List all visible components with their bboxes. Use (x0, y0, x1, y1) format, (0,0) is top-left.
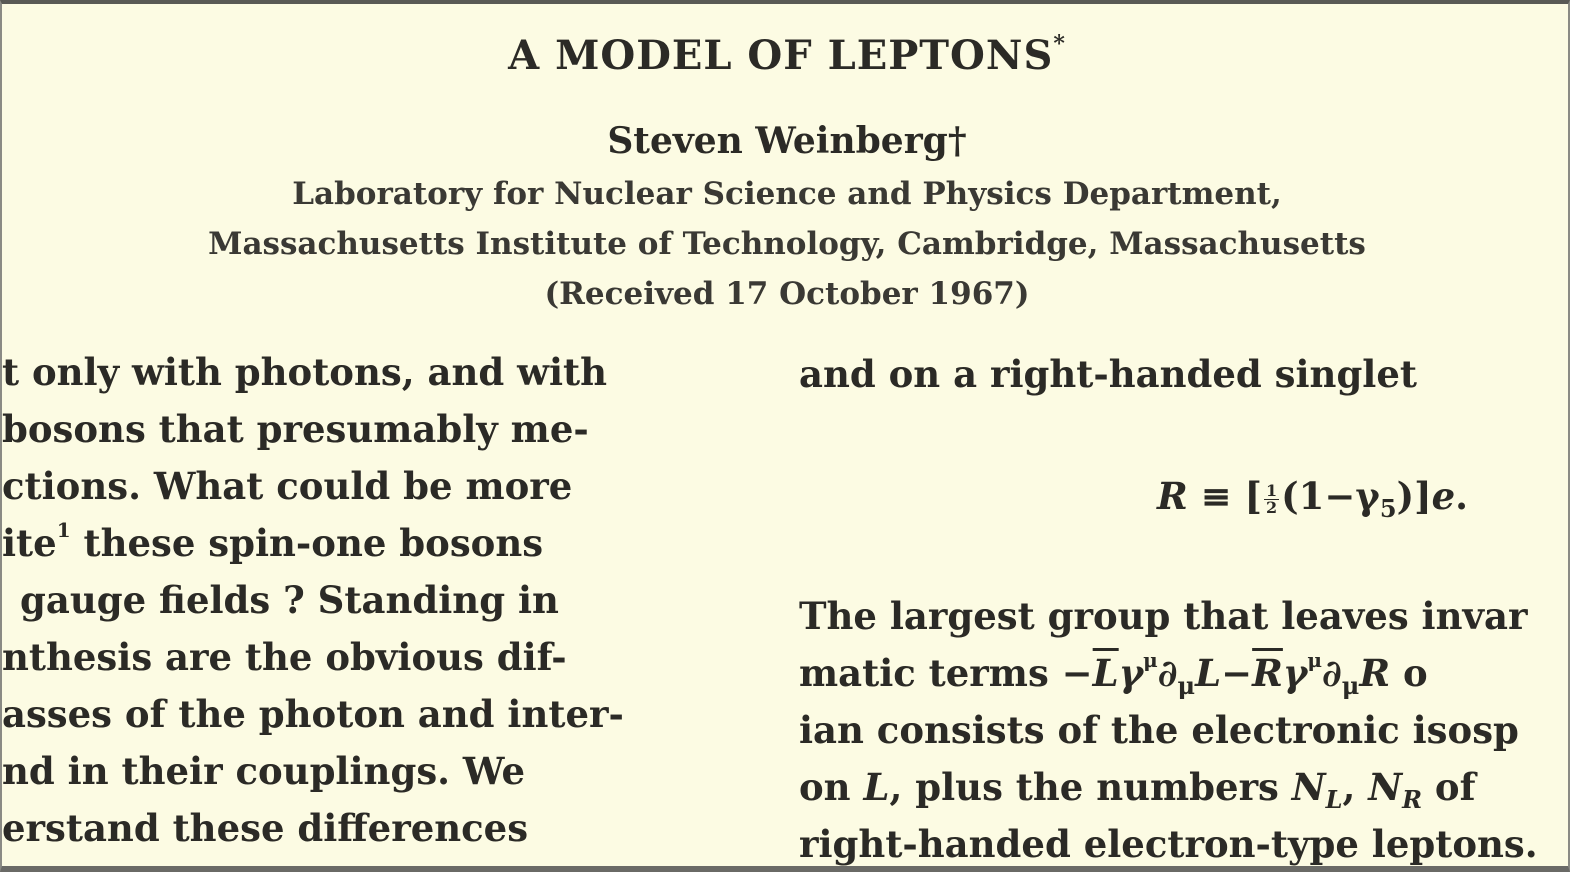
right-column-line: ian consists of the electronic isosp (799, 708, 1519, 752)
mu-subscript: μ (1177, 671, 1196, 700)
eq-equiv: ≡ [ (1187, 474, 1263, 518)
right-column-line (799, 647, 1428, 700)
eq-close: )] (1396, 474, 1432, 518)
mu-subscript: μ (1341, 671, 1360, 700)
left-column-line: asses of the photon and inter- (2, 692, 624, 736)
equation-R (1157, 474, 1469, 523)
text-fragment: , plus the numbers (889, 765, 1292, 809)
left-column-line: t only with photons, and with (2, 350, 608, 394)
mu-superscript: μ (1143, 647, 1158, 672)
left-column-line: gauge fields ? Standing in (20, 578, 559, 622)
eq-frac-num: 1 (1266, 481, 1278, 500)
left-column-line: nd in their couplings. We (2, 749, 525, 793)
minus-sign: − (1221, 651, 1253, 695)
N-subscript-L: L (1325, 785, 1343, 814)
title-footnote-mark: * (1053, 30, 1066, 57)
reference-mark: 1 (56, 517, 71, 542)
eq-var: e (1431, 474, 1456, 518)
text-fragment: o (1390, 651, 1428, 695)
text-fragment: on (799, 765, 864, 809)
affiliation-line-2: Massachusetts Institute of Technology, Cambridge, Massachusetts (208, 226, 1366, 262)
N-symbol: N (1368, 765, 1403, 809)
N-symbol: N (1291, 765, 1326, 809)
right-column-line: right-handed electron-type leptons. (799, 822, 1538, 866)
R-bar: $\overline{R}$ (1252, 651, 1283, 695)
left-column-line: bosons that presumably me- (2, 407, 589, 451)
L-symbol: L (1195, 651, 1222, 695)
text-fragment: , (1342, 765, 1369, 809)
eq-gamma-sub: 5 (1379, 494, 1397, 523)
eq-paren: (1−γ (1281, 474, 1380, 518)
eq-frac-den: 2 (1266, 498, 1278, 517)
partial-symbol: ∂ (1157, 651, 1178, 695)
eq-end: . (1455, 474, 1469, 518)
L-bar: $\overline{L}$ (1092, 651, 1119, 695)
left-column-line (2, 517, 544, 565)
eq-fraction (1264, 483, 1279, 516)
left-column-line: nthesis are the obvious dif- (2, 635, 567, 679)
paper-title (2, 32, 1570, 79)
left-column-line: ctions. What could be more (2, 464, 573, 508)
gamma-symbol: γ (1118, 651, 1144, 695)
gamma-symbol: γ (1282, 651, 1308, 695)
N-subscript-R: R (1402, 785, 1423, 814)
text-fragment: of (1422, 765, 1476, 809)
author-name: Steven Weinberg† (607, 120, 967, 162)
partial-symbol: ∂ (1321, 651, 1342, 695)
left-line-fragment: these spin-one bosons (70, 521, 544, 565)
L-symbol: L (863, 765, 890, 809)
right-column-line: The largest group that leaves invar (799, 594, 1528, 638)
eq-lhs: R (1157, 474, 1188, 518)
paper-title-text: A MODEL OF LEPTONS (508, 32, 1054, 79)
left-column-line: erstand these differences (2, 806, 529, 850)
R-symbol: R (1359, 651, 1391, 695)
received-date: (Received 17 October 1967) (544, 276, 1030, 312)
text-fragment: matic terms − (799, 651, 1093, 695)
affiliation-line-1: Laboratory for Nuclear Science and Physics Department, (292, 176, 1282, 212)
right-column-line: and on a right-handed singlet (799, 352, 1417, 396)
right-column-line (799, 765, 1476, 814)
left-line-fragment: ite (2, 521, 57, 565)
mu-superscript: μ (1307, 647, 1322, 672)
